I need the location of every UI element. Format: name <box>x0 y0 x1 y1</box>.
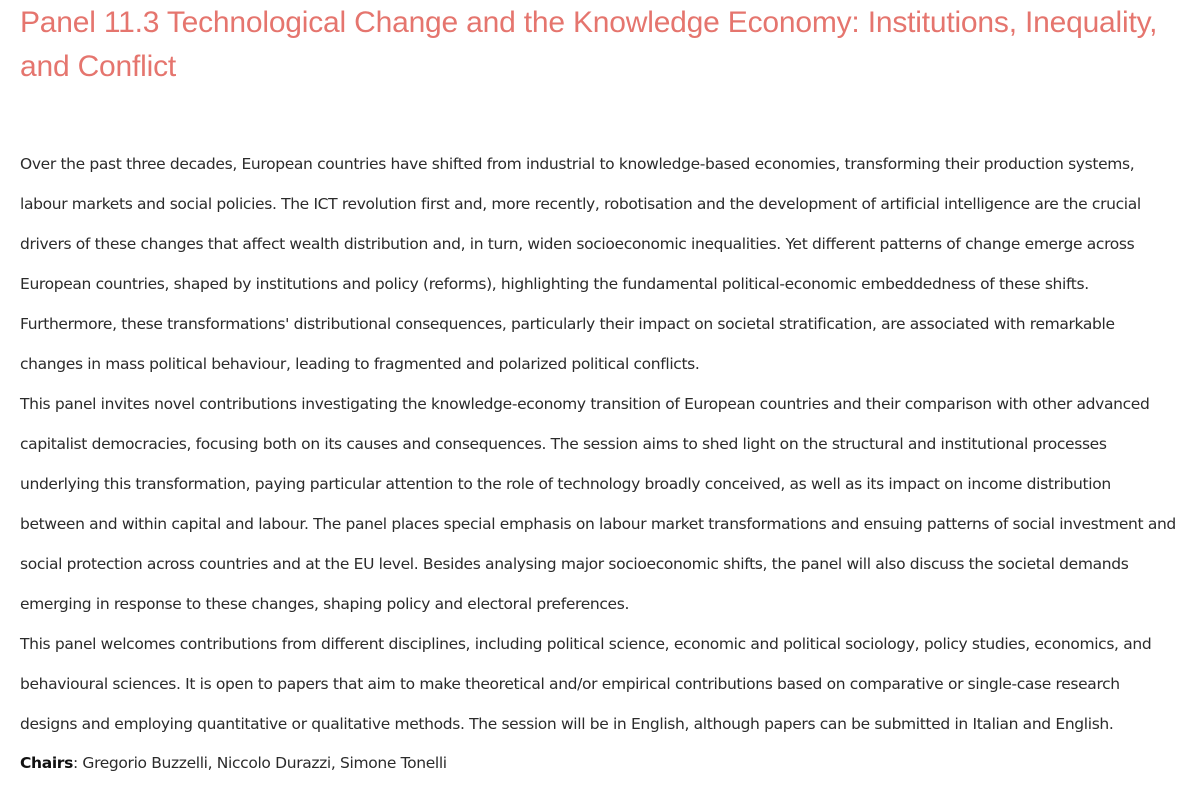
chairs-names: Gregorio Buzzelli, Niccolo Durazzi, Simone Tonelli <box>82 754 447 772</box>
panel-title: Panel 11.3 Technological Change and the Knowledge Economy: Institutions, Inequality, and Conflict <box>20 6 1158 83</box>
chairs-separator: : <box>72 754 83 772</box>
description-paragraph-2: This panel invites novel contributions investigating the knowledge-economy transition of European countries and their comparison with other advanced capitalist democracies, focusing both on its causes and consequences. The session aims to shed light on the structural and institutional processes underlying this transformation, paying particular attention to the role of technology broadly conceived, as well as its impact on income distribution between and within capital and labour. The panel places special emphasis on labour market transformations and ensuing patterns of social investment and social protection across countries and at the EU level. Besides analysing major socioeconomic shifts, the panel will also discuss the societal demands emerging in response to these changes, shaping policy and electoral preferences. <box>20 395 1176 613</box>
description-paragraph-1: Over the past three decades, European countries have shifted from industrial to knowledge-based economies, transforming their production systems, labour markets and social policies. The ICT revolution first and, more recently, robotisation and the development of artificial intelligence are the crucial drivers of these changes that affect wealth distribution and, in turn, widen socioeconomic inequalities. Yet different patterns of change emerge across European countries, shaped by institutions and policy (reforms), highlighting the fundamental political-economic embeddedness of these shifts. Furthermore, these transformations' distributional consequences, particularly their impact on societal stratification, are associated with remarkable changes in mass political behaviour, leading to fragmented and polarized political conflicts. <box>20 155 1141 373</box>
panel-description <box>20 144 1177 744</box>
chairs-line <box>20 748 1177 778</box>
description-paragraph-3: This panel welcomes contributions from different disciplines, including political science, economic and political sociology, policy studies, economics, and behavioural sciences. It is open to papers that aim to make theoretical and/or empirical contributions based on comparative or single-case research designs and employing quantitative or qualitative methods. The session will be in English, although papers can be submitted in Italian and English. <box>20 635 1152 733</box>
panel-page <box>20 0 1177 778</box>
chairs-label: Chairs <box>20 754 73 772</box>
